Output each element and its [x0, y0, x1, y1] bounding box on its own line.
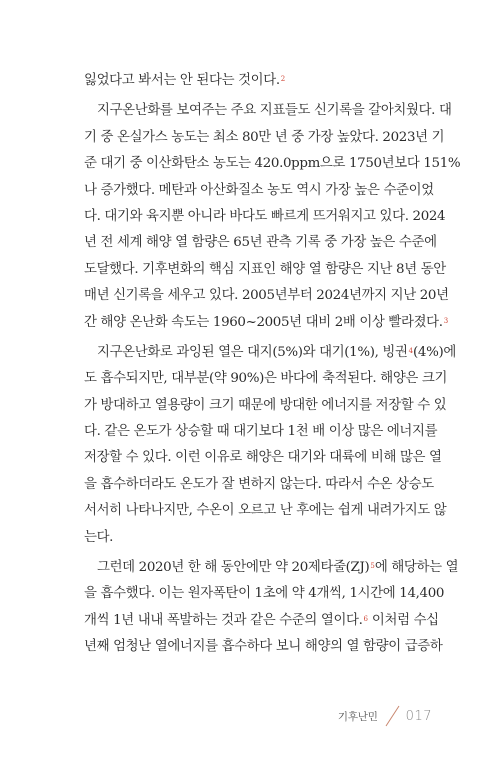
text-run: 지구온난화를 보여주는 주요 지표들도 신기록을 갈아치웠다. 대 — [97, 103, 452, 119]
footnote-marker[interactable]: 4 — [408, 346, 414, 355]
text-line — [84, 581, 445, 607]
text-run: (4%)에 — [413, 344, 456, 360]
text-run: 년 전 세계 해양 열 함량은 65년 관측 기록 중 가장 높은 수준에 — [84, 235, 437, 251]
text-run: 을 흡수했다. 이는 원자폭탄이 1초에 약 4개씩, 1시간에 14,400 — [84, 586, 445, 602]
text-run: 이처럼 수십 — [368, 612, 439, 628]
text-line — [84, 340, 456, 366]
text-run: 지구온난화로 과잉된 열은 대지(5%)와 대기(1%), 빙권 — [97, 344, 408, 360]
text-line — [84, 445, 442, 471]
text-line — [84, 151, 461, 177]
footnote-marker[interactable]: 2 — [280, 75, 286, 83]
text-line — [84, 204, 446, 230]
text-run: 다. 같은 온도가 상승할 때 대기보다 1천 배 이상 많은 에너지를 — [84, 424, 438, 440]
text-line — [84, 555, 459, 581]
text-run: 간 해양 온난화 속도는 1960~2005년 대비 2배 이상 빨라졌다. — [84, 314, 443, 330]
paragraph — [84, 340, 456, 551]
text-run: 가 방대하고 열용량이 크기 때문에 방대한 에너지를 저장할 수 있 — [84, 397, 447, 413]
text-run: 도 흡수되지만, 대부분(약 90%)은 바다에 축적된다. 해양은 크기 — [84, 371, 448, 387]
text-run: 에 해당하는 열 — [374, 560, 459, 576]
paragraph — [84, 98, 461, 336]
text-run: 서서히 나타나지만, 수온이 오르고 난 후에는 쉽게 내려가지도 않 — [84, 503, 447, 519]
text-line — [84, 257, 446, 283]
text-line — [84, 68, 432, 94]
text-run: 다. 대기와 육지뿐 아니라 바다도 빠르게 뜨거워지고 있다. 2024 — [84, 208, 446, 224]
text-line — [84, 393, 447, 419]
text-run: 년째 엄청난 열에너지를 흡수하다 보니 해양의 열 함량이 급증하 — [84, 639, 443, 655]
text-run: 잃었다고 봐서는 안 된다는 것이다. — [84, 73, 280, 88]
text-line — [84, 419, 438, 445]
text-run: 매년 신기록을 세우고 있다. 2005년부터 2024년까지 지난 20년 — [84, 288, 449, 304]
text-run: 는다. — [84, 529, 114, 545]
page-footer — [338, 704, 432, 728]
text-line — [84, 230, 437, 256]
text-run: 을 흡수하더라도 온도가 잘 변하지 않는다. 따라서 수온 상승도 — [84, 476, 434, 492]
text-run: 기 중 온실가스 농도는 최소 80만 년 중 가장 높았다. 2023년 기 — [84, 129, 445, 145]
text-line — [84, 525, 432, 551]
text-run: 도달했다. 기후변화의 핵심 지표인 해양 열 함량은 지난 8년 동안 — [84, 261, 446, 277]
footer-slash-divider — [382, 704, 402, 728]
paragraph — [84, 68, 432, 94]
text-line — [84, 178, 432, 204]
text-run: 저장할 수 있다. 이런 이유로 해양은 대기와 대륙에 비해 많은 열 — [84, 450, 442, 466]
footnote-marker[interactable]: 3 — [443, 316, 449, 325]
text-line — [84, 634, 443, 660]
footnote-marker[interactable]: 6 — [363, 614, 369, 623]
body-text — [84, 68, 461, 661]
text-line — [84, 125, 445, 151]
running-book-title: 기후난민 — [337, 710, 378, 723]
text-line — [84, 498, 447, 524]
text-line — [84, 310, 449, 336]
text-line — [84, 608, 439, 634]
text-run: 준 대기 중 이산화탄소 농도는 420.0ppm으로 1750년보다 151% — [84, 156, 461, 172]
text-line — [84, 98, 452, 124]
text-run: 나 증가했다. 메탄과 아산화질소 농도 역시 가장 높은 수준이었 — [84, 182, 434, 198]
paragraph — [84, 555, 459, 661]
text-run: 개씩 1년 내내 폭발하는 것과 같은 수준의 열이다. — [84, 612, 363, 628]
text-line — [84, 472, 432, 498]
footnote-marker[interactable]: 5 — [370, 562, 375, 571]
text-line — [84, 366, 448, 392]
text-run: 그런데 2020년 한 해 동안에만 약 20제타줄(ZJ) — [97, 560, 370, 576]
text-line — [84, 283, 449, 309]
page-number: 017 — [405, 708, 432, 724]
